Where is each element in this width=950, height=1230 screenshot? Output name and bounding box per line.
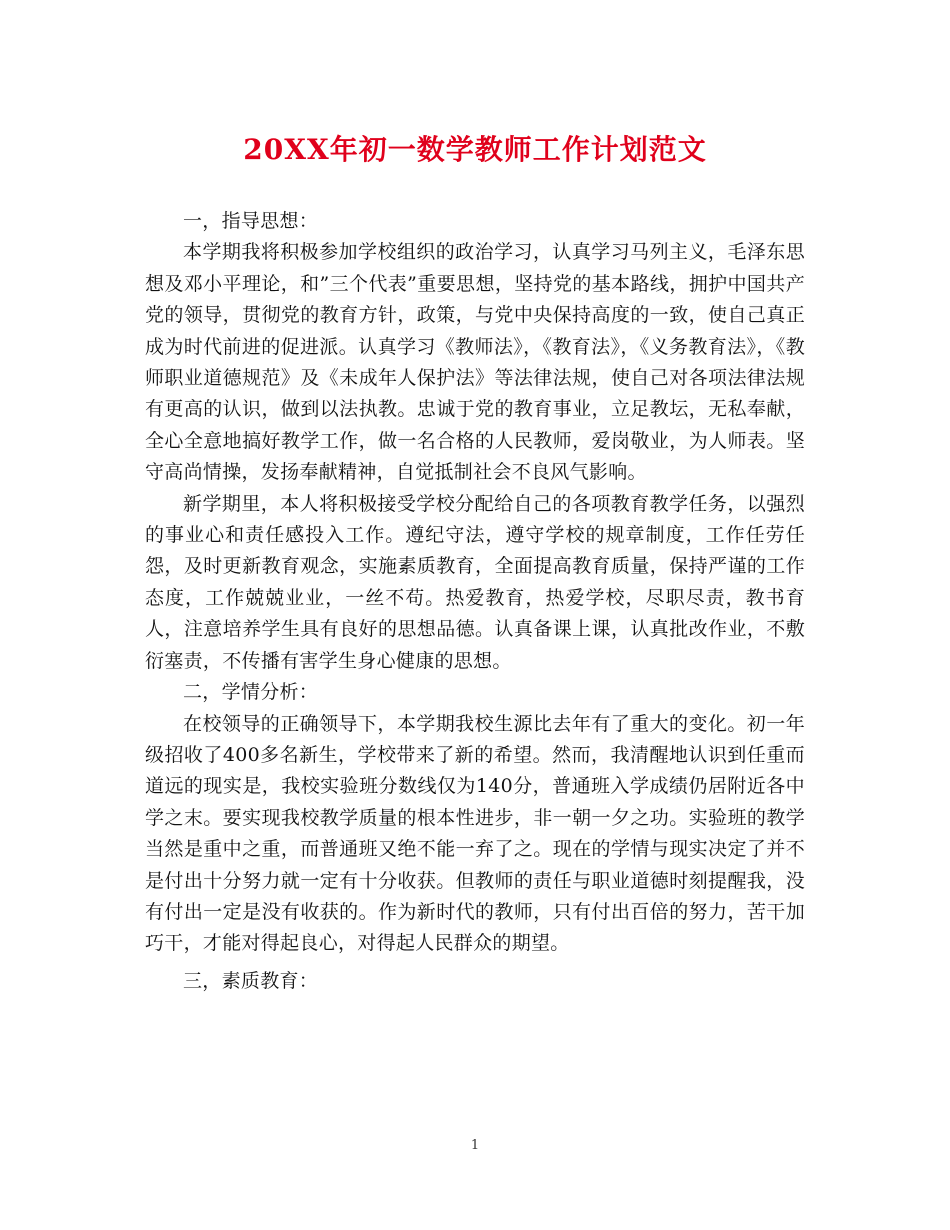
page-number: 1	[470, 1138, 480, 1153]
document-body	[145, 206, 805, 997]
section-heading-quality-education: 三，素质教育：	[183, 969, 319, 992]
section-heading-guiding-ideology: 一，指导思想：	[183, 210, 319, 232]
paragraph-student-analysis-1: 在校领导的正确领导下，本学期我校生源比去年有了重大的变化。初一年级招收了400多名新生，学校带来了新的希望。然而，我清醒地认识到任重而道远的现实是，我校实验班分数线仅为140分，普通班入学成绩仍居附近各中学之末。要实现我校教学质量的根本性进步，非一朝一夕之功。实验班的教学当然是重中之重，而普通班又绝不能一弃了之。现在的学情与现实决定了并不是付出十分努力就一定有十分收获。但教师的责任与职业道德时刻提醒我，没有付出一定是没有收获的。作为新时代的教师，只有付出百倍的努力，苦干加巧干，才能对得起良心，对得起人民群众的期望。	[145, 712, 805, 955]
paragraph-guiding-ideology-2: 新学期里，本人将积极接受学校分配给自己的各项教育教学任务，以强烈的事业心和责任感投入工作。遵纪守法，遵守学校的规章制度，工作任劳任怨，及时更新教育观念，实施素质教育，全面提高教育质量，保持严谨的工作态度，工作兢兢业业，一丝不苟。热爱教育，热爱学校，尽职尽责，教书育人，注意培养学生具有良好的思想品德。认真备课上课，认真批改作业，不敷衍塞责，不传播有害学生身心健康的思想。	[145, 492, 805, 672]
paragraph-guiding-ideology-1: 本学期我将积极参加学校组织的政治学习，认真学习马列主义，毛泽东思想及邓小平理论，和”三个代表”重要思想，坚持党的基本路线，拥护中国共产党的领导，贯彻党的教育方针，政策，与党中央保持高度的一致，使自己真正成为时代前进的促进派。认真学习《教师法》，《教育法》，《义务教育法》，《教师职业道德规范》及《未成年人保护法》等法律法规，使自己对各项法律法规有更高的认识，做到以法执教。忠诚于党的教育事业，立足教坛，无私奉献，全心全意地搞好教学工作，做一名合格的人民教师，爱岗敬业，为人师表。坚守高尚情操，发扬奉献精神，自觉抵制社会不良风气影响。	[145, 241, 805, 484]
document-title: 20XX年初一数学教师工作计划范文	[243, 133, 707, 166]
section-heading-student-analysis: 二，学情分析：	[183, 681, 319, 704]
